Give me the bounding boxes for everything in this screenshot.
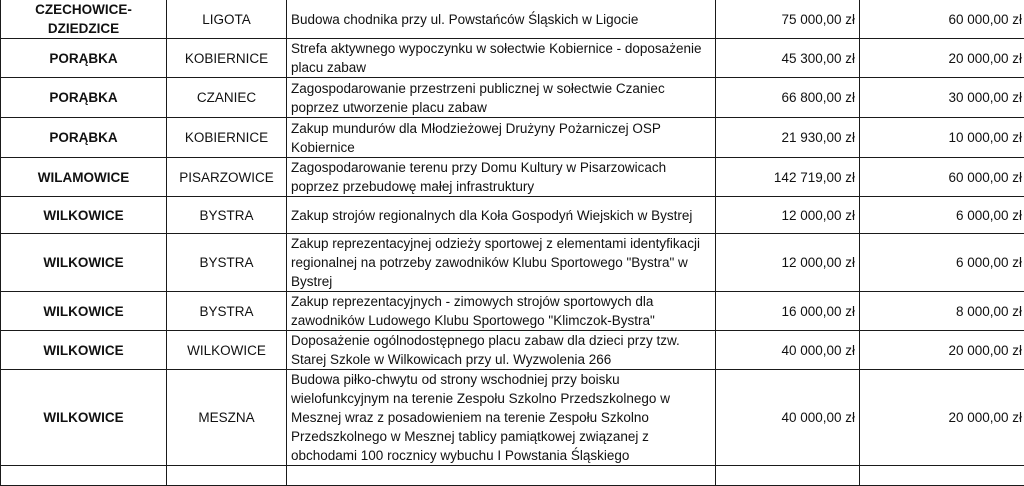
cell-total-cost[interactable]: 12 000,00 zł: [716, 234, 860, 292]
cell-grant-amount[interactable]: 20 000,00 zł: [860, 370, 1024, 466]
cell-solectwo[interactable]: BYSTRA: [167, 292, 287, 331]
cell-solectwo[interactable]: CZANIEC: [167, 78, 287, 118]
cell-project-name[interactable]: Budowa chodnika przy ul. Powstańców Śląskich w Ligocie: [287, 0, 716, 39]
cell-solectwo[interactable]: PISARZOWICE: [167, 158, 287, 197]
cell-project-name[interactable]: Budowa piłko-chwytu od strony wschodniej przy boisku wielofunkcyjnym na terenie Zespołu Szkolno Przedszkolnego w Mesznej wraz z posadowieniem na terenie Zespołu Szkolno Przedszkolnego w Mesznej tablicy pamiątkowej związanej z obchodami 100 rocznicy wybuchu I Powstania Śląskiego: [287, 370, 716, 466]
cell-solectwo[interactable]: MESZNA: [167, 370, 287, 466]
cell-gmina[interactable]: PORĄBKA: [1, 78, 167, 118]
cell-solectwo[interactable]: WILKOWICE: [167, 331, 287, 370]
cell-total-cost[interactable]: 21 930,00 zł: [716, 118, 860, 158]
table-row: [1, 331, 1024, 370]
cell-project-name[interactable]: [287, 466, 716, 486]
cell-solectwo[interactable]: KOBIERNICE: [167, 39, 287, 78]
cell-gmina[interactable]: PORĄBKA: [1, 118, 167, 158]
cell-solectwo[interactable]: KOBIERNICE: [167, 118, 287, 158]
cell-gmina[interactable]: WILKOWICE: [1, 370, 167, 466]
cell-total-cost[interactable]: 12 000,00 zł: [716, 197, 860, 234]
table-row: [1, 466, 1024, 486]
cell-grant-amount[interactable]: 6 000,00 zł: [860, 234, 1024, 292]
cell-total-cost[interactable]: 40 000,00 zł: [716, 331, 860, 370]
cell-grant-amount[interactable]: 8 000,00 zł: [860, 292, 1024, 331]
cell-total-cost[interactable]: 66 800,00 zł: [716, 78, 860, 118]
cell-grant-amount[interactable]: 10 000,00 zł: [860, 118, 1024, 158]
cell-gmina[interactable]: CZECHOWICE-DZIEDZICE: [1, 0, 167, 39]
cell-solectwo[interactable]: LIGOTA: [167, 0, 287, 39]
cell-project-name[interactable]: Zagospodarowanie przestrzeni publicznej w sołectwie Czaniec poprzez utworzenie placu zabaw: [287, 78, 716, 118]
cell-project-name[interactable]: Zakup strojów regionalnych dla Koła Gospodyń Wiejskich w Bystrej: [287, 197, 716, 234]
cell-grant-amount[interactable]: 60 000,00 zł: [860, 0, 1024, 39]
cell-solectwo[interactable]: BYSTRA: [167, 197, 287, 234]
table-row: [1, 158, 1024, 197]
cell-grant-amount[interactable]: 60 000,00 zł: [860, 158, 1024, 197]
cell-solectwo[interactable]: [167, 466, 287, 486]
cell-grant-amount[interactable]: 20 000,00 zł: [860, 331, 1024, 370]
table-row: [1, 0, 1024, 39]
table-row: [1, 234, 1024, 292]
cell-solectwo[interactable]: BYSTRA: [167, 234, 287, 292]
cell-total-cost[interactable]: 40 000,00 zł: [716, 370, 860, 466]
cell-gmina[interactable]: WILKOWICE: [1, 331, 167, 370]
table-row: [1, 370, 1024, 466]
table-row: [1, 78, 1024, 118]
cell-gmina[interactable]: [1, 466, 167, 486]
cell-total-cost[interactable]: 45 300,00 zł: [716, 39, 860, 78]
cell-gmina[interactable]: WILKOWICE: [1, 234, 167, 292]
cell-gmina[interactable]: WILKOWICE: [1, 292, 167, 331]
cell-gmina[interactable]: WILAMOWICE: [1, 158, 167, 197]
cell-project-name[interactable]: Zakup reprezentacyjnych - zimowych strojów sportowych dla zawodników Ludowego Klubu Sportowego "Klimczok-Bystra": [287, 292, 716, 331]
cell-grant-amount[interactable]: [860, 466, 1024, 486]
cell-project-name[interactable]: Doposażenie ogólnodostępnego placu zabaw dla dzieci przy tzw. Starej Szkole w Wilkowicach przy ul. Wyzwolenia 266: [287, 331, 716, 370]
cell-project-name[interactable]: Zakup mundurów dla Młodzieżowej Drużyny Pożarniczej OSP Kobiernice: [287, 118, 716, 158]
table-row: [1, 292, 1024, 331]
table-row: [1, 118, 1024, 158]
cell-gmina[interactable]: WILKOWICE: [1, 197, 167, 234]
cell-total-cost[interactable]: [716, 466, 860, 486]
cell-total-cost[interactable]: 142 719,00 zł: [716, 158, 860, 197]
cell-grant-amount[interactable]: 6 000,00 zł: [860, 197, 1024, 234]
cell-grant-amount[interactable]: 30 000,00 zł: [860, 78, 1024, 118]
cell-total-cost[interactable]: 75 000,00 zł: [716, 0, 860, 39]
table-row: [1, 39, 1024, 78]
cell-project-name[interactable]: Zagospodarowanie terenu przy Domu Kultury w Pisarzowicach poprzez przebudowę małej infrastruktury: [287, 158, 716, 197]
table-row: [1, 197, 1024, 234]
cell-grant-amount[interactable]: 20 000,00 zł: [860, 39, 1024, 78]
cell-project-name[interactable]: Zakup reprezentacyjnej odzieży sportowej z elementami identyfikacji regionalnej na potrzeby zawodników Klubu Sportowego "Bystra" w Bystrej: [287, 234, 716, 292]
cell-project-name[interactable]: Strefa aktywnego wypoczynku w sołectwie Kobiernice - doposażenie placu zabaw: [287, 39, 716, 78]
cell-gmina[interactable]: PORĄBKA: [1, 39, 167, 78]
table-body: [1, 0, 1024, 486]
cell-total-cost[interactable]: 16 000,00 zł: [716, 292, 860, 331]
